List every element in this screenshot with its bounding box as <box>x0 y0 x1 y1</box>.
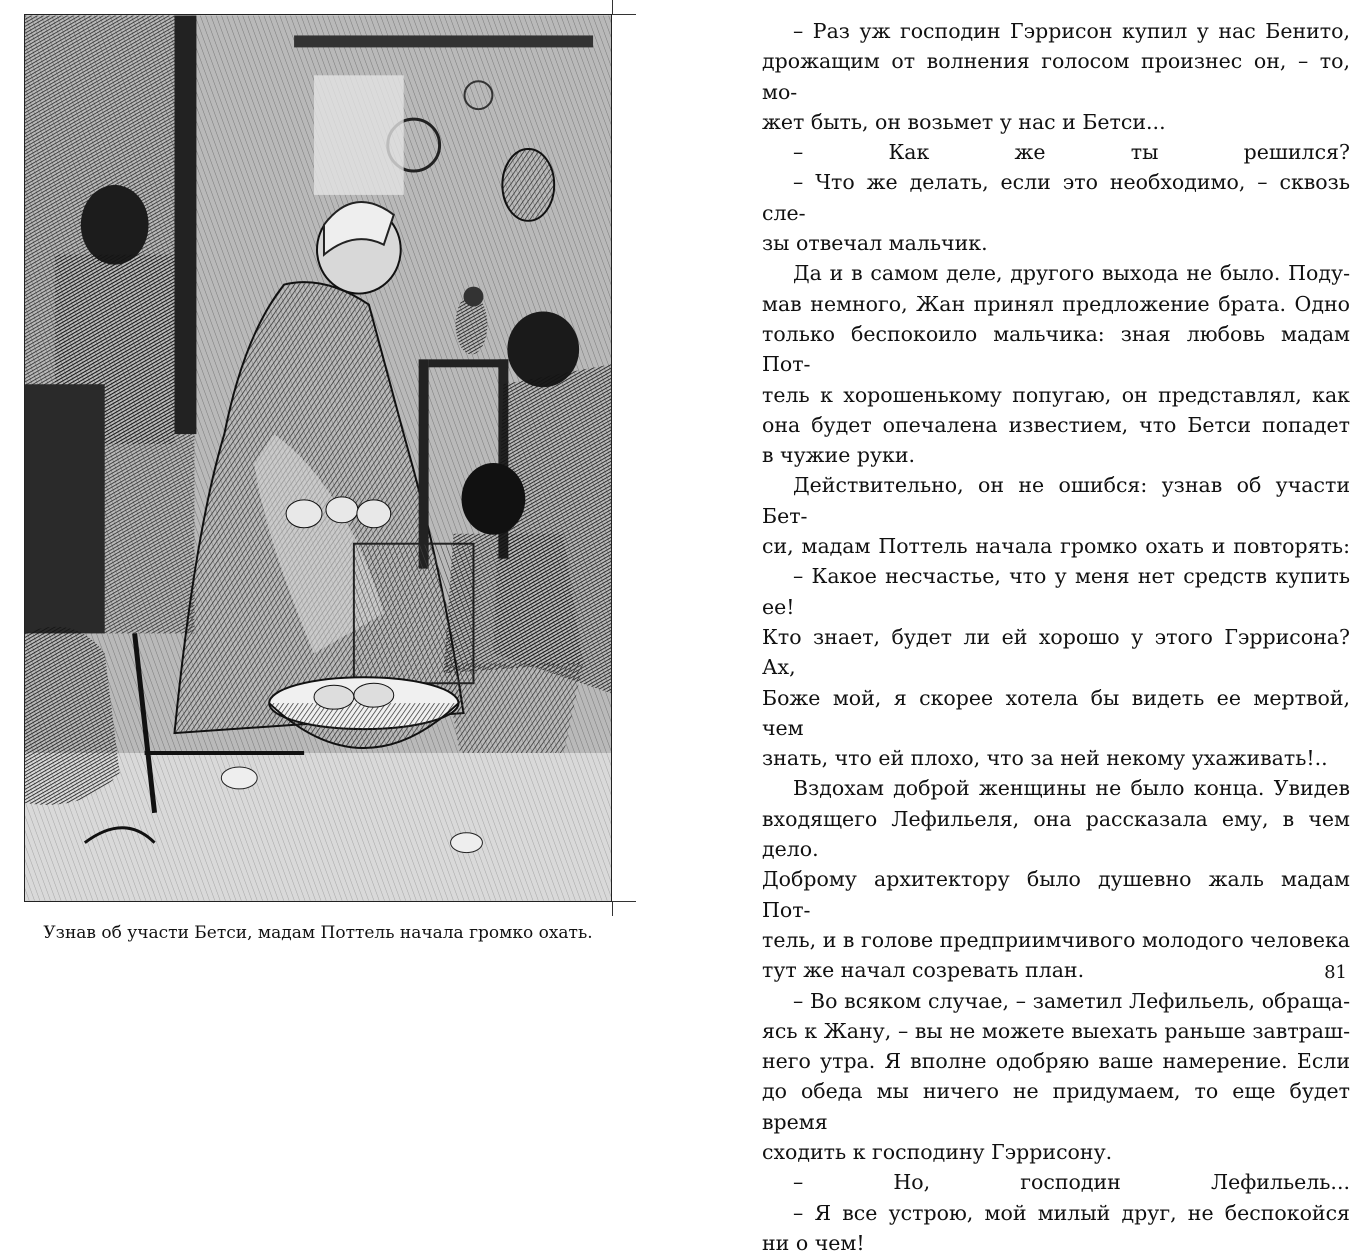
text-line: только беспокоило мальчика: зная любовь мадам Пот- <box>762 321 1350 377</box>
text-line: Вздохам доброй женщины не было конца. Увидев <box>793 776 1350 801</box>
text-line: жет быть, он возьмет у нас и Бетси... <box>762 109 1166 134</box>
text-line: она будет опечалена известием, что Бетси попадет <box>762 412 1350 437</box>
text-line: до обеда мы ничего не придумаем, то еще будет время <box>762 1079 1350 1134</box>
text-line: знать, что ей плохо, что за ней некому ухаживать!.. <box>762 746 1328 771</box>
text-line: в чужие руки. <box>762 443 916 468</box>
text-line: тут же начал созревать план. <box>762 958 1085 983</box>
text-line: тель к хорошенькому попугаю, он представлял, как <box>762 382 1350 407</box>
text-line: тель, и в голове предприимчивого молодого человека <box>762 927 1350 952</box>
text-line: входящего Лефильеля, она рассказала ему, в чем дело. <box>762 806 1350 862</box>
text-line: Да и в самом деле, другого выхода не было. Поду- <box>793 261 1350 286</box>
text-line: мав немного, Жан принял предложение брата. Одно <box>762 291 1350 316</box>
text-line: ясь к Жану, – вы не можете выехать раньше завтраш- <box>762 1018 1350 1043</box>
text-line: – Какое несчастье, что у меня нет средств купить ее! <box>762 564 1350 619</box>
engraving-kitchen-scene-icon <box>25 15 611 901</box>
page-number: 81 <box>1324 962 1347 983</box>
text-line: ни о чем! <box>762 1230 865 1255</box>
text-line: – Во всяком случае, – заметил Лефильель, обраща- <box>793 988 1350 1013</box>
text-line: сходить к господину Гэррисону. <box>762 1139 1113 1164</box>
crop-mark <box>612 902 613 916</box>
text-line: зы отвечал мальчик. <box>762 231 988 256</box>
text-line: – Что же делать, если это необходимо, – сквозь сле- <box>762 170 1350 225</box>
crop-mark <box>612 901 636 902</box>
crop-mark <box>612 14 636 15</box>
text-line: дрожащим от волнения голосом произнес он, – то, мо- <box>762 49 1350 104</box>
text-line: Кто знает, будет ли ей хорошо у этого Гэррисона? Ах, <box>762 624 1350 680</box>
text-line: – Но, господин Лефильель... <box>793 1170 1350 1195</box>
text-line: Действительно, он не ошибся: узнав об участи Бет- <box>762 473 1350 528</box>
crop-mark <box>612 0 613 14</box>
text-line: него утра. Я вполне одобряю ваше намерение. Если <box>762 1049 1350 1074</box>
page-text <box>762 16 1350 1258</box>
text-line: – Раз уж господин Гэррисон купил у нас Бенито, <box>793 19 1350 43</box>
text-line: – Как же ты решился? <box>793 140 1350 165</box>
text-line: си, мадам Поттель начала громко охать и повторять: <box>762 534 1350 559</box>
engraving-illustration <box>24 14 612 902</box>
illustration-caption: Узнав об участи Бетси, мадам Поттель начала громко охать. <box>43 923 593 943</box>
text-line: Доброму архитектору было душевно жаль мадам Пот- <box>762 867 1350 922</box>
text-line: Боже мой, я скорее хотела бы видеть ее мертвой, чем <box>762 685 1350 740</box>
text-line: – Я все устрою, мой милый друг, не беспокойся <box>793 1200 1350 1225</box>
